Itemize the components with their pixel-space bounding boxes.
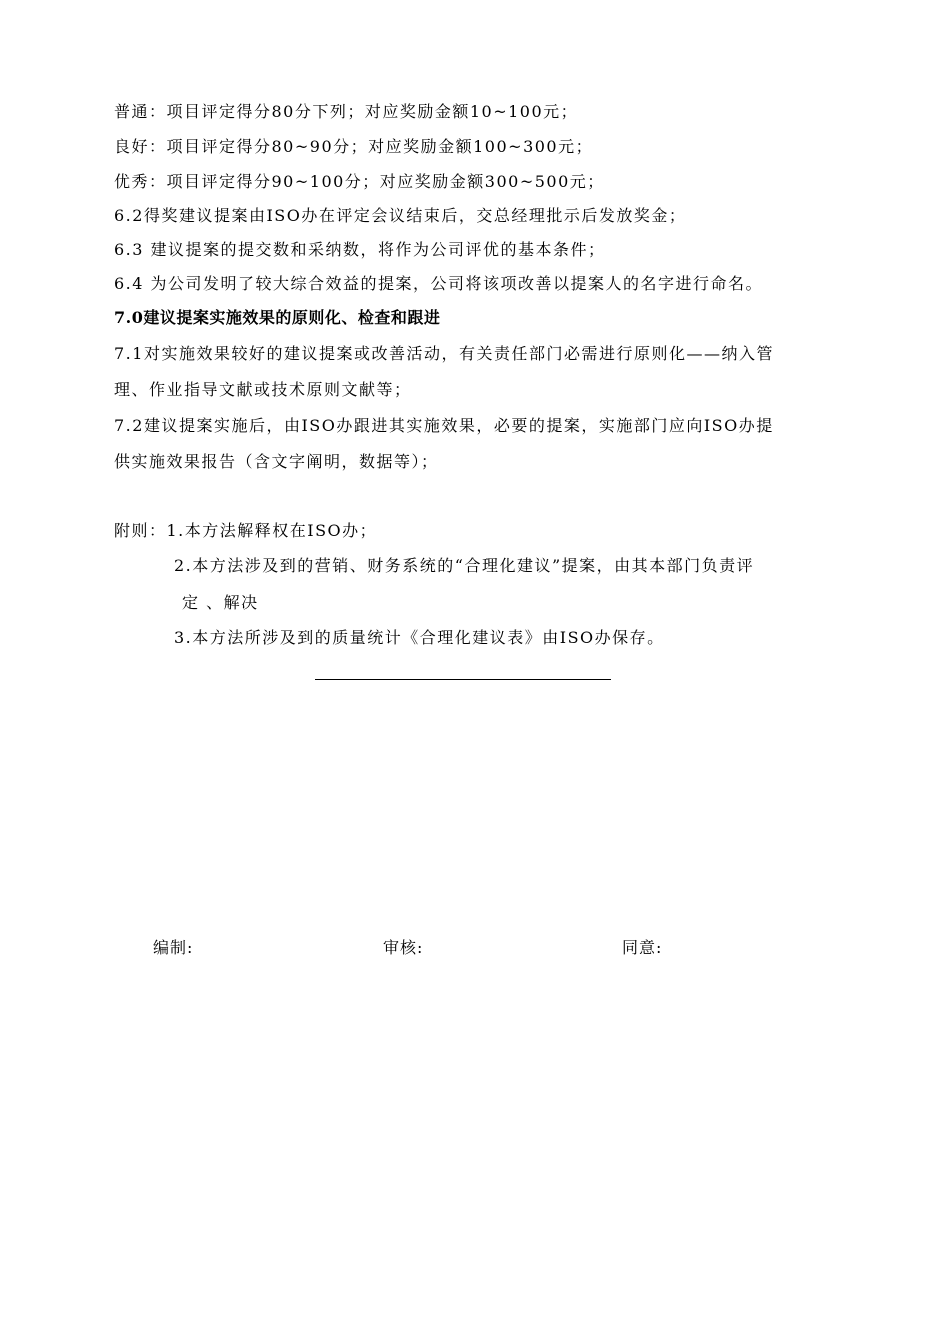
appendix-item-3: 3.本方法所涉及到的质量统计《合理化建议表》由ISO办保存。 [174,628,665,647]
appendix-item-1: 附则：1.本方法解释权在ISO办； [114,521,378,540]
signature-prepared: 编制: [153,938,194,957]
clause-7-1-line-1: 7.1对实施效果较好的建议提案或改善活动，有关责任部门必需进行原则化——纳入管 [114,344,774,363]
reward-level-normal: 普通：项目评定得分80分下列；对应奖励金额10~100元； [114,102,579,121]
signature-approved: 同意: [622,938,663,957]
clause-7-2-line-2: 供实施效果报告（含文字阐明，数据等）； [114,452,439,471]
clause-6-2: 6.2得奖建议提案由ISO办在评定会议结束后，交总经理批示后发放奖金； [114,206,687,225]
end-divider [315,679,611,680]
clause-6-4: 6.4 为公司发明了较大综合效益的提案，公司将该项改善以提案人的名字进行命名。 [114,274,764,293]
clause-7-1-line-2: 理、作业指导文献或技术原则文献等； [114,380,412,399]
reward-level-good: 良好：项目评定得分80~90分；对应奖励金额100~300元； [114,137,594,156]
appendix-item-2-line-1: 2.本方法涉及到的营销、财务系统的“合理化建议”提案，由其本部门负责评 [174,556,755,575]
appendix-item-2-line-2: 定 、解决 [182,593,259,612]
signature-reviewed: 审核: [383,938,424,957]
reward-level-excellent: 优秀：项目评定得分90~100分；对应奖励金额300~500元； [114,172,605,191]
section-7-heading: 7.0建议提案实施效果的原则化、检查和跟进 [114,308,441,327]
clause-7-2-line-1: 7.2建议提案实施后，由ISO办跟进其实施效果，必要的提案，实施部门应向ISO办提 [114,416,774,435]
clause-6-3: 6.3 建议提案的提交数和采纳数，将作为公司评优的基本条件； [114,240,606,259]
